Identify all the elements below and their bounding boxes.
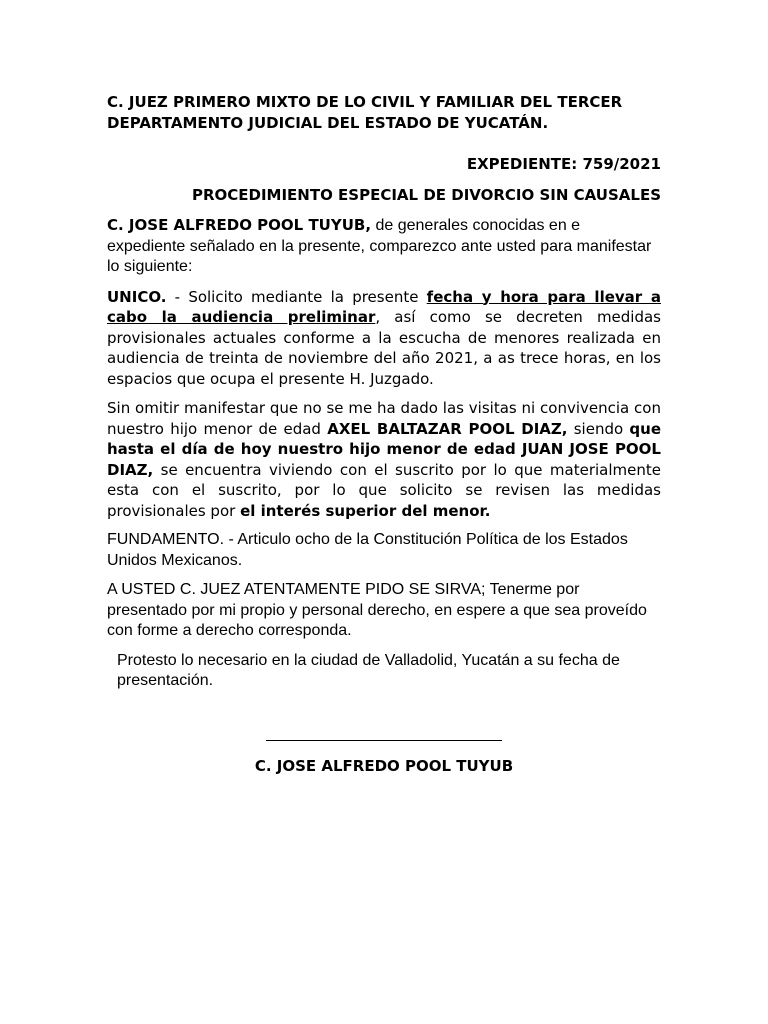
procedure-title: PROCEDIMIENTO ESPECIAL DE DIVORCIO SIN CAUSALES	[191, 186, 661, 204]
protesto-paragraph: Protesto lo necesario en la ciudad de Valladolid, Yucatán a su fecha de presentación.	[117, 651, 620, 689]
document-body	[107, 92, 661, 692]
unico-label: UNICO.	[107, 287, 167, 306]
unico-text-2: , así como se decreten medidas provisionales actuales conforme a la escucha de menores realizada en audiencia de treinta de noviembre del año 2021, a as trece horas, en los espacios que ocupa el presente H. Juzgado.	[107, 308, 662, 388]
unico-paragraph	[107, 287, 661, 390]
unico-highlight: fecha y hora para llevar a cabo la audiencia preliminar	[107, 287, 661, 326]
expediente-number: EXPEDIENTE: 759/2021	[466, 155, 661, 173]
visitas-paragraph	[107, 398, 661, 521]
child-name-juan: que hasta el día de hoy nuestro hijo menor de edad JUAN JOSE POOL DIAZ,	[107, 419, 662, 479]
visitas-text-1: Sin omitir manifestar que no se me ha dado las visitas ni convivencia con nuestro hijo menor de edad	[107, 399, 661, 438]
intro-text: de generales conocidas en e expediente señalado en la presente, comparezco ante usted para manifestar lo siguiente:	[107, 217, 652, 275]
unico-text-1: - Solicito mediante la presente	[166, 287, 427, 306]
visitas-text-3: se encuentra viviendo con el suscrito por lo que materialmente esta con el suscrito, por lo que solicito se revisen las medidas provisionales por	[107, 460, 661, 520]
pido-paragraph: A USTED C. JUEZ ATENTAMENTE PIDO SE SIRVA; Tenerme por presentado por mi propio y personal derecho, en espere a que sea proveído con forme a derecho corresponda.	[107, 581, 647, 639]
addressee-heading: C. JUEZ PRIMERO MIXTO DE LO CIVIL Y FAMILIAR DEL TERCER DEPARTAMENTO JUDICIAL DEL ESTADO DE YUCATÁN.	[107, 93, 623, 132]
visitas-text-2: siendo	[567, 419, 630, 438]
signature-name: C. JOSE ALFREDO POOL TUYUB	[254, 757, 514, 775]
intro-paragraph	[107, 215, 661, 278]
child-name-axel: AXEL BALTAZAR POOL DIAZ,	[327, 419, 568, 438]
signature-line	[266, 740, 502, 741]
interes-superior: el interés superior del menor.	[240, 501, 491, 520]
petitioner-name: C. JOSE ALFREDO POOL TUYUB,	[107, 216, 372, 234]
fundamento-paragraph: FUNDAMENTO. - Articulo ocho de la Constitución Política de los Estados Unidos Mexicanos.	[107, 531, 628, 569]
